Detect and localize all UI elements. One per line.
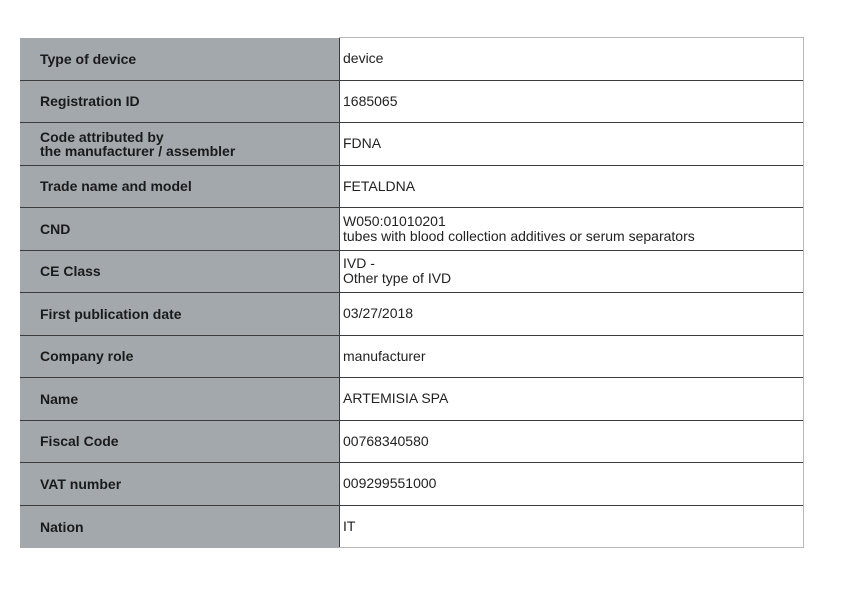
row-value: device: [340, 38, 804, 81]
row-label: Company role: [20, 335, 340, 378]
table-row: [20, 505, 804, 548]
device-info-table: [20, 37, 804, 548]
row-label: Name: [20, 378, 340, 421]
row-value: 03/27/2018: [340, 293, 804, 336]
row-label: Trade name and model: [20, 165, 340, 208]
row-label: VAT number: [20, 463, 340, 506]
row-value: 1685065: [340, 80, 804, 123]
row-label: Fiscal Code: [20, 420, 340, 463]
row-value: FDNA: [340, 123, 804, 166]
row-value: 00768340580: [340, 420, 804, 463]
row-label: Type of device: [20, 38, 340, 81]
row-label: CND: [20, 208, 340, 251]
row-value: W050:01010201 tubes with blood collection additives or serum separators: [340, 208, 804, 251]
row-value: 009299551000: [340, 463, 804, 506]
table-row: [20, 38, 804, 81]
row-value: IT: [340, 505, 804, 548]
table-row: [20, 293, 804, 336]
row-label: First publication date: [20, 293, 340, 336]
table-row: [20, 80, 804, 123]
table-row: [20, 250, 804, 293]
row-label: Nation: [20, 505, 340, 548]
table-row: [20, 378, 804, 421]
row-label: Code attributed by the manufacturer / assembler: [20, 123, 340, 166]
row-label: Registration ID: [20, 80, 340, 123]
table-row: [20, 335, 804, 378]
table-row: [20, 165, 804, 208]
table-row: [20, 420, 804, 463]
table-row: [20, 123, 804, 166]
row-value: manufacturer: [340, 335, 804, 378]
table-row: [20, 463, 804, 506]
row-label: CE Class: [20, 250, 340, 293]
row-value: IVD - Other type of IVD: [340, 250, 804, 293]
row-value: FETALDNA: [340, 165, 804, 208]
row-value: ARTEMISIA SPA: [340, 378, 804, 421]
table-row: [20, 208, 804, 251]
